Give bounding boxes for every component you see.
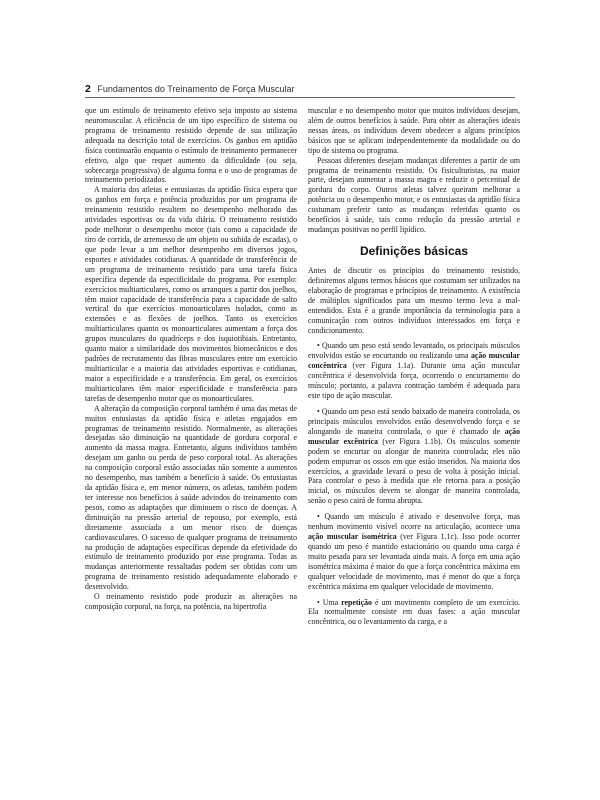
term-concentric: ação muscular concêntrica (308, 351, 520, 371)
bullet-text: (ver Figura 1.1b). Os músculos somente podem se encurtar ou alongar de maneira controlada; eles não podem empurrar os ossos em que estão inseridos. Na maioria dos exercícios, a gravidade levará o peso de volta à posição inicial. Para controlar o peso à medida que ele retorna para a posição inicial, os músculos devem se alongar de maneira controlada, senão o peso cairá de forma abrupta. (308, 436, 520, 506)
paragraph: A alteração da composição corporal também é uma das metas de muitos entusiastas da aptidão física e atletas engajados em programas de treinamento resistido. Normalmente, as alterações desejadas são diminuição na quantidade de gordura corporal e aumento da massa magra. Entretanto, alguns indivíduos também desejam um ganho ou perda de peso corporal total. As alterações na composição corporal estão associadas não somente a aumentos no desempenho, mas também a benefício à saúde. Os entusiastas da aptidão física e, em menor número, os atletas, também podem ter interesse nos benefícios à saúde advindos do treinamento com pesos, como as adaptações que diminuem o risco de doenças. A diminuição na pressão arterial de repouso, por exemplo, está diretamente associada a um menor risco de doenças cardiovasculares. O sucesso de qualquer programa de treinamento na produção de adaptações específicas depende da efetividade do estímulo de treinamento produzido por esse programa. Todas as mudanças anteriormente ressaltadas podem ser obtidas com um programa de treinamento resistido adequadamente elaborado e desenvolvido. (85, 403, 297, 592)
bullet-isometric (308, 512, 520, 591)
bullet-eccentric (308, 407, 520, 506)
running-title: Fundamentos do Treinamento de Força Muscular (97, 84, 295, 94)
bullet-text: (ver Figura 1.1a). Durante uma ação muscular concêntrica é desenvolvida força, ocorrendo o encurtamento do músculo; portanto, a palavra contração também é adequada para este tipo de ação muscular. (308, 361, 520, 401)
term-eccentric: ação muscular excêntrica (308, 426, 520, 446)
paragraph: Pessoas diferentes desejam mudanças diferentes a partir de um programa de treinamento resistido. Os fisiculturistas, na maior parte, desejam aumentar a massa magra e reduzir o percentual de gordura do corpo. Outros atletas talvez queiram melhorar a potência ou o desempenho motor, e os entusiastas da aptidão física costumam preferir tanto as mudanças referidas quanto os benefícios à saúde, tais como redução da pressão arterial e mudanças positivas no perfil lipídico. (308, 155, 520, 235)
bullet-text: é um movimento completo de um exercício. Ela normalmente consiste em duas fases: a ação muscular concêntrica, ou o levantamento da carga, e a (308, 597, 520, 627)
bullet-concentric (308, 341, 520, 401)
bullet-text: (ver Figura 1.1c). Isso pode ocorrer quando um peso é mantido estacionário ou quando uma carga é muito pesada para ser levantada ainda mais. A força em uma ação isométrica máxima é maior do que a força concêntrica máxima em qualquer velocidade de movimento, mas é menor do que a força excêntrica máxima em qualquer velocidade de movimento. (308, 532, 520, 591)
right-column (308, 106, 520, 796)
bullet-text: • Quando um músculo é ativado e desenvolve força, mas nenhum movimento visível ocorre na articulação, acontece uma (308, 512, 520, 532)
paragraph: que um estímulo de treinamento efetivo seja imposto ao sistema neuromuscular. A eficiência de um tipo específico de sistema ou programa de treinamento resistido depende de sua utilização adequada na descrição total de exercícios. Os ganhos em aptidão física continuarão enquanto o estímulo de treinamento permanecer efetivo, algo que requer aumento da dificuldade (ou seja, sobrecarga progressiva) de alguma forma e o uso de programas de treinamento periodizados. (85, 106, 297, 185)
paragraph: muscular e no desempenho motor que muitos indivíduos desejam, além de outros benefícios à saúde. Para obter as alterações ideais nessas áreas, os indivíduos devem obedecer a alguns princípios básicos que se aplicam independentemente da modalidade ou do tipo de sistema ou programa. (308, 106, 520, 155)
term-isometric: ação muscular isométrica (308, 532, 397, 542)
bullet-repetition (308, 598, 520, 628)
paragraph: O treinamento resistido pode produzir as alterações na composição corporal, na força, na potência, na hipertrofia (85, 592, 297, 612)
bullet-text: • Uma (317, 597, 342, 607)
bullet-text: • Quando um peso está sendo baixado de maneira controlada, os principais músculos envolvidos estão desenvolvendo força e se alongando de maneira controlada, o que é chamado de (308, 406, 520, 436)
paragraph: A maioria dos atletas e entusiastas da aptidão física espera que os ganhos em força e potência produzidos por um programa de treinamento resistido resultem no desempenho melhorado das atividades esportivas ou da vida diária. O treinamento resistido pode melhorar o desempenho motor (tais como a capacidade de tiro de corrida, de arremesso de um objeto ou subida de escadas), o que pode levar a um melhor desempenho em diversos jogos, esportes e atividades cotidianas. A quantidade de transferência de um programa de treinamento resistido para uma tarefa física específica depende da especificidade do programa. Por exemplo: exercícios multiarticulares, como os arranques a partir dos joelhos, têm maior capacidade de transferência para a capacidade de salto vertical do que exercícios monoarticulares isolados, como as extensões e as flexões de joelhos. Tanto os exercícios multiarticulares quanto os monoarticulares aumentam a força dos grupos musculares do quadríceps e dos isquiotibiais. Entretanto, quanto maior a similaridade dos movimentos biomecânicos e dos padrões de recrutamento das fibras musculares entre um exercício multiarticular e a maioria das atividades esportivas e cotidianas, maior a especificidade e a transferência. Em geral, os exercícios multiarticulares têm maior especificidade e transferência para tarefas de desempenho motor que os monoarticulares. (85, 185, 297, 403)
left-column (85, 106, 297, 796)
bullet-text: • Quando um peso está sendo levantado, os principais músculos envolvidos estão se encurtando ou realizando uma (308, 341, 520, 361)
paragraph: Antes de discutir os princípios do treinamento resistido, definiremos alguns termos básicos que costumam ser utilizados na elaboração de programas e princípios de treinamento. A existência de múltiplos significados para um mesmo termo leva a mal-entendidos. Esta é a grande importância da terminologia para a comunicação com outros indivíduos interessados em força e condicionamento. (308, 265, 520, 335)
page-number: 2 (85, 83, 91, 95)
section-heading: Definições básicas (359, 243, 469, 258)
term-repetition: repetição (341, 597, 372, 607)
running-header (85, 83, 515, 98)
